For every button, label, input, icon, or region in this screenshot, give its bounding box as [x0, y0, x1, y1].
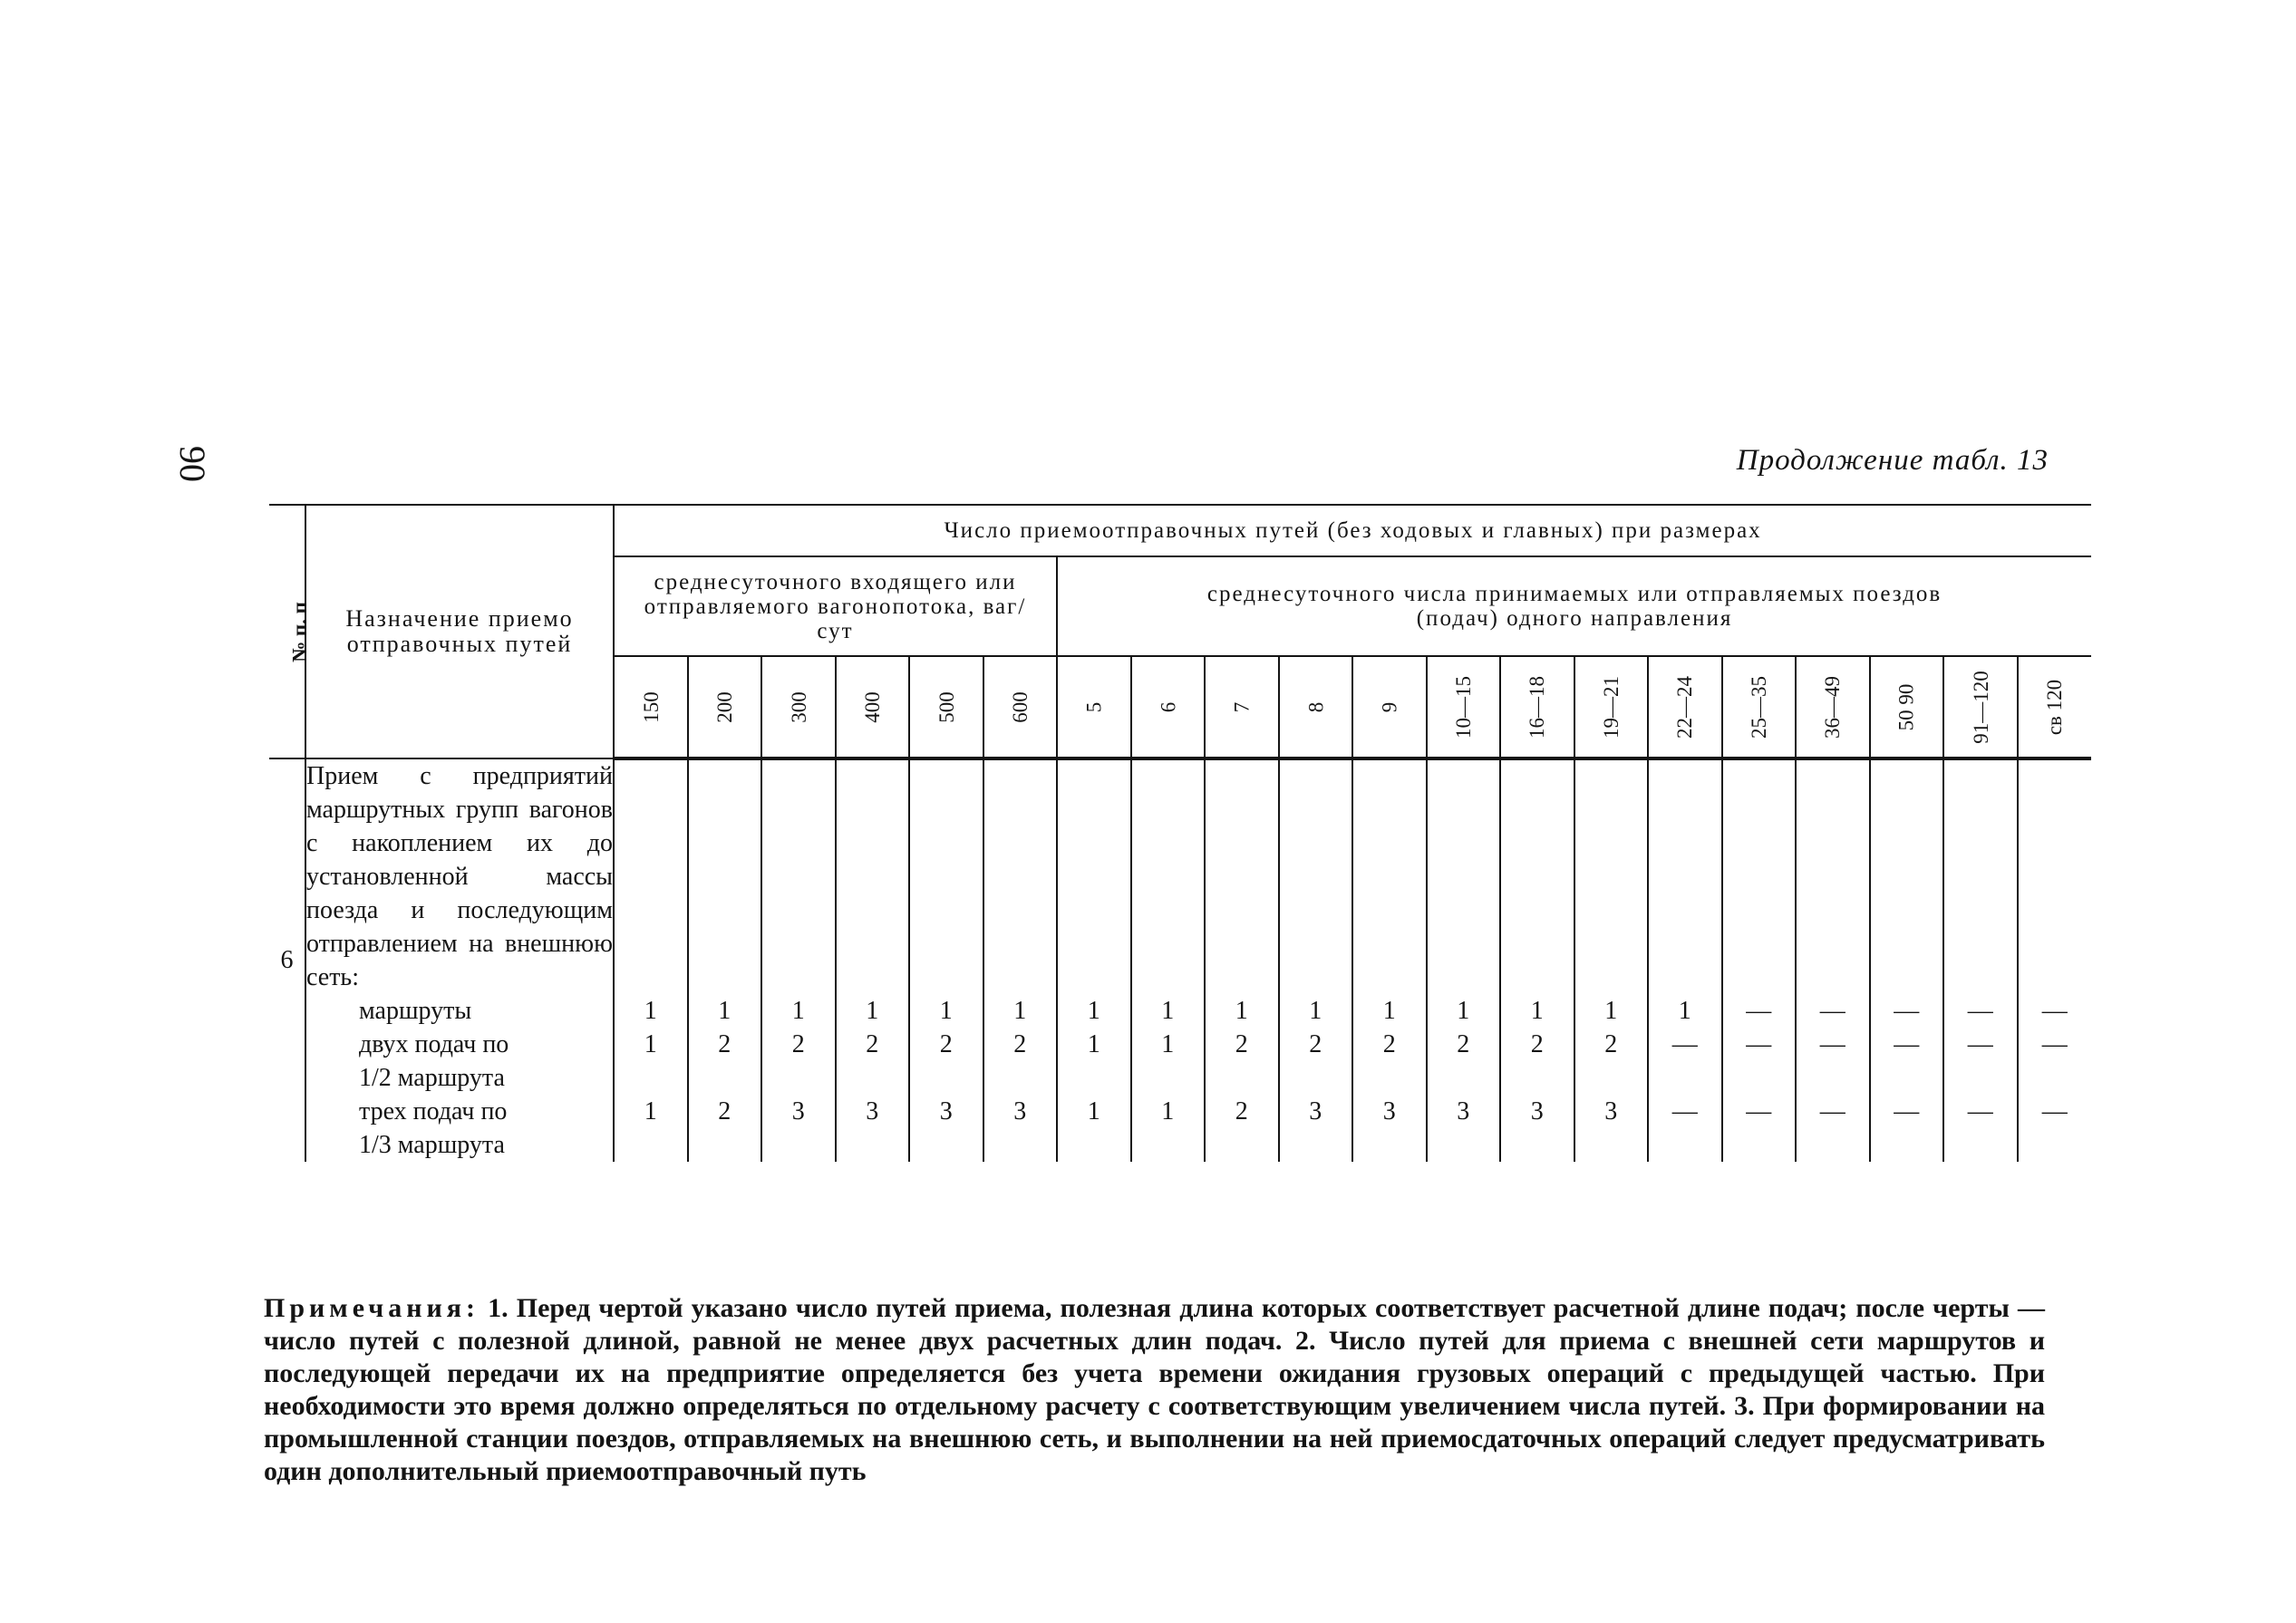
value-line: 2: [1235, 1030, 1248, 1058]
value-line: 1: [1161, 1030, 1175, 1058]
value-line: 3: [939, 1097, 953, 1125]
size-col-header: [1057, 656, 1131, 758]
size-col-header: [688, 656, 762, 758]
value-line: 3: [1309, 1097, 1322, 1125]
group-a-header: среднесуточного входящего или отправляемого вагонопотока, ваг/сут: [614, 556, 1057, 656]
value-line: 2: [1604, 1030, 1618, 1058]
value-line: 3: [1604, 1097, 1618, 1125]
size-col-label: 16—18: [1526, 675, 1549, 739]
value-cell: [1796, 758, 1870, 1162]
group-b-header: среднесуточного числа принимаемых или отправляемых поездов (подач) одного направления: [1057, 556, 2091, 656]
value-line: 1: [1678, 997, 1691, 1025]
value-line: —: [1746, 997, 1772, 1025]
value-line: 2: [718, 1030, 731, 1058]
value-line: —: [1819, 1097, 1846, 1125]
value-line: 3: [1013, 1097, 1027, 1125]
value-line: 2: [939, 1030, 953, 1058]
value-line: 1: [1087, 997, 1100, 1025]
size-col-label: св 120: [2043, 679, 2067, 735]
size-col-header: [983, 656, 1058, 758]
value-line: —: [2041, 1097, 2068, 1125]
value-line: —: [1746, 1097, 1772, 1125]
size-col-label: 600: [1008, 691, 1032, 723]
value-line: 1: [1235, 997, 1248, 1025]
purpose-sub-line: 1/2 маршрута: [359, 1064, 505, 1092]
value-cell: [761, 758, 836, 1162]
size-col-label: 50 90: [1894, 683, 1918, 730]
value-cell: [1057, 758, 1131, 1162]
value-cell: [1943, 758, 2018, 1162]
value-line: —: [1671, 1097, 1698, 1125]
row-number: 6: [280, 946, 294, 974]
size-col-header: [1722, 656, 1797, 758]
value-line: 1: [1382, 997, 1396, 1025]
value-line: 1: [644, 1097, 657, 1125]
size-col-label: 6: [1156, 701, 1179, 712]
value-line: —: [1819, 1030, 1846, 1058]
size-col-label: 25—35: [1747, 675, 1770, 739]
size-col-label: 500: [935, 691, 958, 723]
value-line: 3: [1382, 1097, 1396, 1125]
value-line: —: [1967, 1030, 1993, 1058]
value-line: —: [1746, 1030, 1772, 1058]
size-col-header: [1500, 656, 1574, 758]
value-line: —: [2041, 997, 2068, 1025]
value-line: 1: [1457, 997, 1470, 1025]
table-continuation-caption: Продолжение табл. 13: [1736, 444, 2049, 477]
value-line: 3: [1457, 1097, 1470, 1125]
size-col-label: 9: [1378, 701, 1401, 712]
value-line: 2: [791, 1030, 805, 1058]
size-col-label: 19—21: [1599, 675, 1623, 739]
purpose-sub-line: трех подач по: [359, 1097, 508, 1125]
value-line: 1: [866, 997, 879, 1025]
value-cell: [1574, 758, 1649, 1162]
value-cell: [1870, 758, 1944, 1162]
value-line: —: [1894, 1030, 1920, 1058]
size-col-header: [614, 656, 688, 758]
value-line: —: [1967, 1097, 1993, 1125]
size-col-header: [836, 656, 910, 758]
value-line: 2: [1457, 1030, 1470, 1058]
value-line: 1: [1087, 1097, 1100, 1125]
size-col-header: [1131, 656, 1206, 758]
value-cell: [688, 758, 762, 1162]
value-cell: [614, 758, 688, 1162]
value-line: 3: [1530, 1097, 1544, 1125]
size-col-label: 150: [639, 691, 663, 723]
value-cell: [1279, 758, 1353, 1162]
size-col-header: [1796, 656, 1870, 758]
value-line: 2: [1382, 1030, 1396, 1058]
value-line: 1: [1161, 997, 1175, 1025]
value-line: 1: [644, 1030, 657, 1058]
value-line: 1: [1087, 1030, 1100, 1058]
size-col-label: 91—120: [1969, 670, 1992, 744]
value-line: —: [1967, 997, 1993, 1025]
value-line: 1: [718, 997, 731, 1025]
value-line: 2: [1235, 1097, 1248, 1125]
col-num-header: № п. п: [269, 505, 305, 758]
notes-lead: Примечания:: [264, 1293, 480, 1323]
value-line: 2: [1013, 1030, 1027, 1058]
value-line: 3: [791, 1097, 805, 1125]
value-line: 3: [866, 1097, 879, 1125]
value-line: 2: [866, 1030, 879, 1058]
size-col-header: [1279, 656, 1353, 758]
purpose-sub-line: 1/3 маршрута: [359, 1131, 505, 1159]
value-line: 2: [718, 1097, 731, 1125]
value-line: 2: [1309, 1030, 1322, 1058]
value-line: 1: [1161, 1097, 1175, 1125]
value-cell: [1427, 758, 1501, 1162]
value-cell: [2018, 758, 2092, 1162]
size-col-header: [1205, 656, 1279, 758]
value-line: 1: [791, 997, 805, 1025]
value-line: 1: [939, 997, 953, 1025]
value-line: —: [1894, 1097, 1920, 1125]
value-cell: [1205, 758, 1279, 1162]
purpose-main-text: Прием с предприятий маршрутных групп вагонов с накоплением их до установленной массы поезда и последующим отправлением на внешнюю сеть:: [306, 762, 613, 991]
value-line: 1: [1604, 997, 1618, 1025]
size-col-label: 7: [1230, 701, 1254, 712]
value-line: 1: [1309, 997, 1322, 1025]
purpose-sub-lines: [306, 994, 613, 1162]
size-col-label: 22—24: [1673, 675, 1697, 739]
size-col-label: 36—49: [1821, 675, 1845, 739]
size-col-header: [1427, 656, 1501, 758]
size-col-header: [2018, 656, 2092, 758]
col-purpose-header: Назначение приемо отправочных путей: [305, 505, 614, 758]
value-cell: [1500, 758, 1574, 1162]
value-line: —: [1819, 997, 1846, 1025]
row-purpose: [305, 758, 614, 1162]
top-header: Число приемоотправочных путей (без ходовых и главных) при размерах: [614, 505, 2091, 556]
value-cell: [1648, 758, 1722, 1162]
size-col-header: [761, 656, 836, 758]
size-col-header: [1943, 656, 2018, 758]
table-notes: [264, 1292, 2045, 1488]
size-col-label: 400: [860, 691, 884, 723]
value-cell: [1352, 758, 1427, 1162]
size-col-header: [1870, 656, 1944, 758]
size-col-label: 5: [1082, 701, 1106, 712]
value-cell: [983, 758, 1058, 1162]
value-cell: [1131, 758, 1206, 1162]
value-line: —: [1894, 997, 1920, 1025]
value-cell: [909, 758, 983, 1162]
page-number: 90: [172, 446, 213, 482]
notes-text: 1. Перед чертой указано число путей приема, полезная длина которых соответствует расчетной длине подач; после черты — число путей с полезной длиной, равной не менее двух расчетных длин подач. 2. Число путей для приема с внешней сети маршрутов и последующей передачи их на предприятие определяется без учета времени ожидания грузовых операций с предыдущей частью. При необходимости это время должно определяться по отдельному расчету с соответствующим увеличением числа путей. 3. При формировании на промышленной станции поездов, отправляемых на внешнюю сеть, и выполнении на ней приемосдаточных операций следует предусматривать один дополнительный приемоотправочный путь: [264, 1293, 2045, 1486]
value-cell: [836, 758, 910, 1162]
size-col-label: 200: [712, 691, 736, 723]
size-col-label: 300: [787, 691, 810, 723]
value-line: —: [2041, 1030, 2068, 1058]
size-col-header: [909, 656, 983, 758]
size-col-header: [1574, 656, 1649, 758]
value-cell: [1722, 758, 1797, 1162]
size-col-header: [1352, 656, 1427, 758]
main-table: [269, 504, 2091, 1162]
size-col-label: 10—15: [1451, 675, 1475, 739]
size-col-header: [1648, 656, 1722, 758]
size-col-label: 8: [1303, 701, 1327, 712]
purpose-sub-line: маршруты: [359, 997, 472, 1025]
value-line: 1: [1013, 997, 1027, 1025]
purpose-sub-line: двух подач по: [359, 1030, 509, 1058]
value-line: 2: [1530, 1030, 1544, 1058]
value-line: 1: [1530, 997, 1544, 1025]
value-line: 1: [644, 997, 657, 1025]
value-line: —: [1671, 1030, 1698, 1058]
